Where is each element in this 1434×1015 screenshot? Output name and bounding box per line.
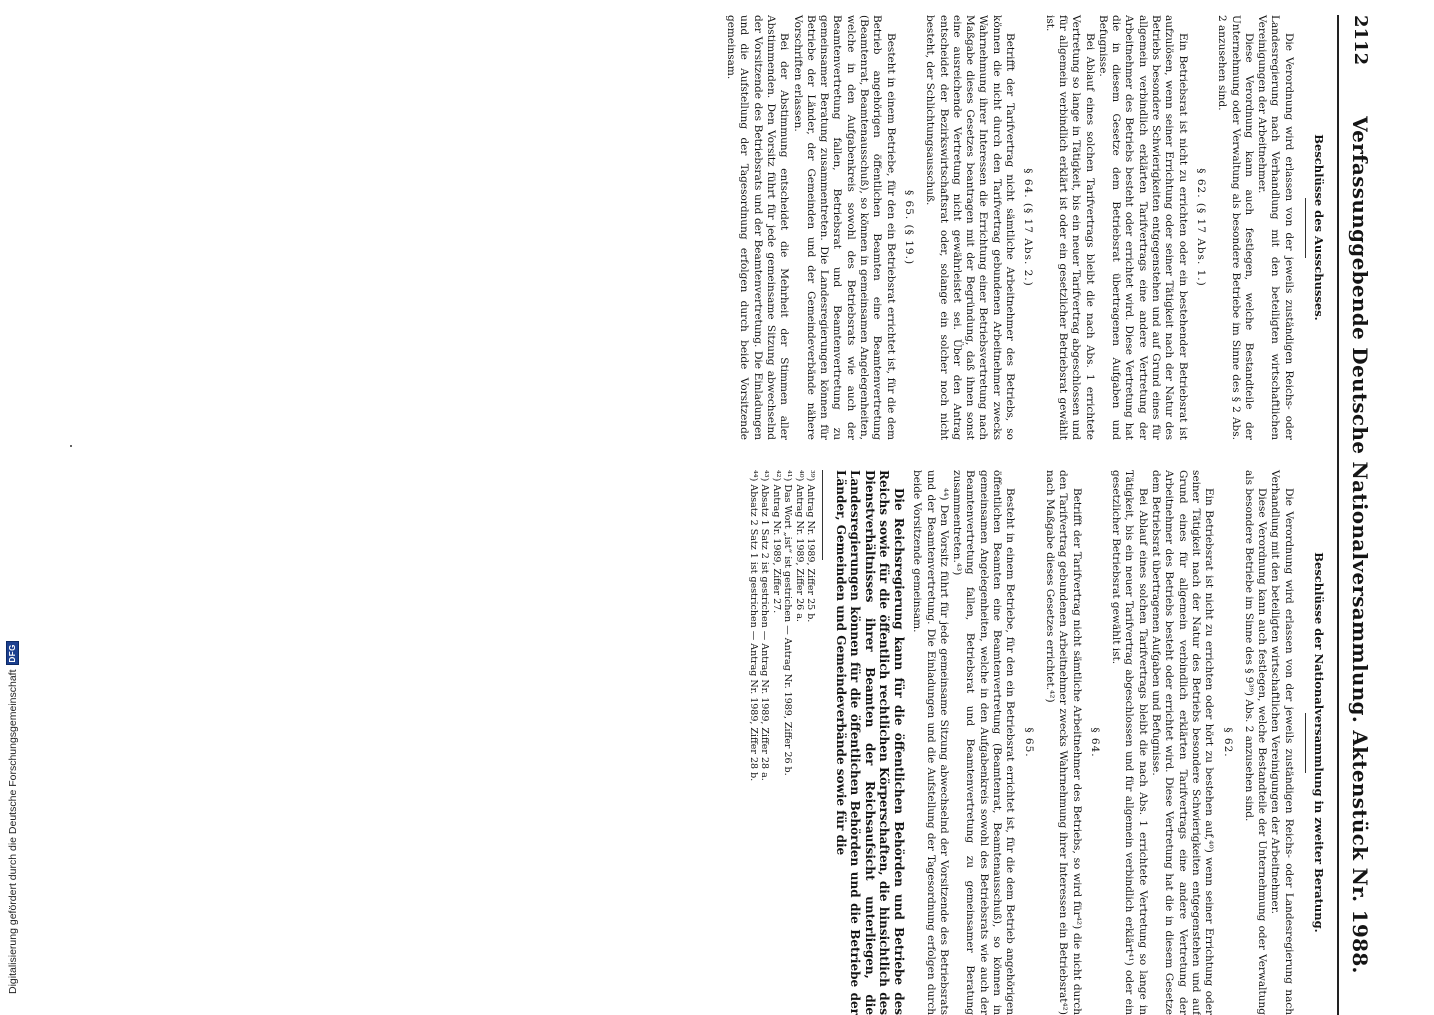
paragraph: Besteht in einem Betriebe, für den ein Betriebsrat errichtet ist, für die dem Betrieb angehörigen öffentlichen Beamten eine Beamtenvertretung (Beamtenrat, Beamtenausschuß), so können in gemeinsamen Angelegenheiten, welche in den Aufgabenkreis sowohl des Betriebsrats wie auch der Beamtenvertretung fallen, Betriebsrat und Beamtenvertretung zu gemeinsamer Beratung zusammentreten. Die Landesregierungen können für Betriebe der Länder, der Gemeinden und der Gemeindeverbände nähere Vorschriften erlassen. <box>791 15 897 440</box>
document-page <box>375 15 1375 1015</box>
paragraph: Ein Betriebsrat ist nicht zu errichten oder ein bestehender Betriebsrat ist aufzulösen, wenn seiner Errichtung oder seiner Tätigkeit nach der Natur des Betriebs besondere Schwierigkeiten entgegenstehen und auf Grund eines für allgemein verbindlich erklärten Tarifvertrags eine andere Vertretung der Arbeitnehmer des Betriebs besteht oder errichtet wird. Diese Vertretung hat die in diesem Gesetze dem Betriebsrat übertragenen Aufgaben und Befugnisse. <box>1096 15 1189 440</box>
footnote: ⁴⁴) Absatz 2 Satz 1 ist gestrichen — Antrag Nr. 1989, Ziffer 28 b. <box>747 470 759 782</box>
footnote: ⁴⁰) Antrag Nr. 1989, Ziffer 26 a. <box>793 470 805 622</box>
digitization-text: Digitalisierung gefördert durch die Deutsche Forschungsgemeinschaft <box>6 669 19 994</box>
paragraph: Bei Ablauf eines solchen Tarifvertrags bleibt die nach Abs. 1 errichtete Vertretung so lange in Tätigkeit, bis ein neuer Tarifvertrag abgeschlossen und für allgemein verbindlich erklärt⁴¹) oder ein gesetzlicher Betriebsrat gewählt ist. <box>1110 470 1149 1015</box>
footnote-rule <box>822 470 823 560</box>
paragraph: ⁴⁴) Den Vorsitz führt für jede gemeinsame Sitzung abwechselnd der Vorsitzende des Betriebsrats und der Beamtenvertretung. Die Einladungen und die Aufstellung der Tagesordnung erfolgen durch beide Vorsitzende gemeinsam. <box>911 470 950 1015</box>
bold-paragraph: Die Reichsregierung kann für die öffentlichen Behörden und Betriebe des Reichs sowie für die öffentlich rechtlichen Körperschaften, die hinsichtlich des Dienstverhältnisses ihrer Beamten der Reichsaufsicht unterliegen, die Landesregierungen können für die öffentlichen Behörden und die Betriebe der Länder, Gemeinden und Gemeindeverbände sowie für die <box>833 470 906 1015</box>
paragraph: Besteht in einem Betriebe, für den ein Betriebsrat errichtet ist, für die dem Betrieb angehörigen öffentlichen Beamten eine Beamtenvertretung (Beamtenrat, Beamtenausschuß), so können in gemeinsamen Angelegenheiten, welche in den Aufgabenkreis sowohl des Betriebsrats wie auch der Beamtenvertretung fallen, Betriebsrat und Beamtenvertretung zu gemeinsamer Beratung zusammentreten.⁴³) <box>951 470 1017 1015</box>
scan-speck <box>70 445 72 447</box>
section-title-62: § 62. <box>1221 727 1234 758</box>
paragraph: Bei der Abstimmung entscheidet die Mehrheit der Stimmen aller Abstimmenden. Den Vorsitz führt für jede gemeinsame Sitzung abwechselnd der Vorsitzende des Betriebsrats und der Beamtenvertretung. Die Einladungen und die Aufstellung der Tagesordnung erfolgen durch beide Vorsitzende gemeinsam. <box>725 15 791 440</box>
page-header <box>1335 15 1375 1015</box>
header-rule <box>1337 15 1339 1015</box>
paragraph: Ein Betriebsrat ist nicht zu errichten oder hört zu bestehen auf,⁴⁰) wenn seiner Errichtung oder seiner Tätigkeit nach der Natur des Betriebs besondere Schwierigkeiten entgegenstehen und auf Grund eines für allgemein verbindlich erklärten Tarifvertrags eine andere Vertretung der Arbeitnehmer des Betriebs besteht oder errichtet wird. Diese Vertretung hat die in diesem Gesetze dem Betriebsrat übertragenen Aufgaben und Befugnisse. <box>1150 470 1216 1015</box>
left-column-heading: Beschlüsse des Ausschusses. <box>1312 134 1326 321</box>
footnote: ⁴¹) Das Wort „ist“ ist gestrichen — Antrag Nr. 1989, Ziffer 26 b. <box>782 470 794 776</box>
left-column-committee <box>375 15 1327 440</box>
heading-rule <box>1305 713 1306 773</box>
right-column-heading: Beschlüsse der Nationalversammlung in zweiter Beratung. <box>1312 552 1326 933</box>
paragraph: Diese Verordnung kann auch festlegen, welche Bestandteile der Unternehmung oder Verwaltung als besondere Betriebe im Sinne des § 2 Abs. 2 anzusehen sind. <box>1216 15 1255 440</box>
section-title-64: § 64. (§ 17 Abs. 2.) <box>1022 168 1035 287</box>
paragraph: Betrifft der Tarifvertrag nicht sämtliche Arbeitnehmer des Betriebs, so können die nicht durch den Tarifvertrag gebundenen Arbeitnehmer zwecks Wahrnehmung ihrer Interessen die Errichtung einer Betriebsvertretung nach Maßgabe dieses Gesetzes beantragen mit der Begründung, daß ihnen sonst eine ausreichende Vertretung nicht gewährleistet sei. Über den Antrag entscheidet der Bezirkswirtschaftsrat oder, solange ein solcher noch nicht besteht, der Schlichtungsausschuß. <box>924 15 1017 440</box>
footnote: ⁴³) Absatz 1 Satz 2 ist gestrichen — Antrag Nr. 1989, Ziffer 28 a. <box>759 470 771 781</box>
paragraph: Diese Verordnung kann auch festlegen, welche Bestandteile der Unternehmung oder Verwaltung als besondere Betriebe im Sinne des § 9³⁹) Abs. 2 anzusehen sind. <box>1242 470 1269 1015</box>
section-title-65: § 65. (§ 19.) <box>902 189 915 266</box>
section-title-64: § 64. <box>1088 727 1101 758</box>
paragraph: Bei Ablauf eines solchen Tarifvertrags bleibt die nach Abs. 1 errichtete Vertretung so lange in Tätigkeit, bis ein neuer Tarifvertrag abgeschlossen und für allgemein verbindlich erklärt ist oder ein gesetzlicher Betriebsrat gewählt ist. <box>1043 15 1096 440</box>
section-title-65: § 65. <box>1022 727 1035 758</box>
paragraph: Die Verordnung wird erlassen von der jeweils zuständigen Reichs- oder Landesregierung nach Verhandlung mit den beteiligten wirtschaftlichen Vereinigungen der Arbeitnehmer. <box>1269 470 1295 1015</box>
paragraph: Die Verordnung wird erlassen von der jeweils zuständigen Reichs- oder Landesregierung nach Verhandlung mit den beteiligten wirtschaftlichen Vereinigungen der Arbeitnehmer. <box>1256 15 1295 440</box>
footnote: ⁴²) Antrag Nr. 1989, Ziffer 27. <box>770 470 782 614</box>
digitization-note <box>6 641 19 994</box>
paragraph: Betrifft der Tarifvertrag nicht sämtliche Arbeitnehmer des Betriebs, so wird für⁴²) die nicht durch den Tarifvertrag gebundenen Arbeitnehmer zwecks Wahrnehmung ihrer Interessen ein Betriebsrat⁴²) nach Maßgabe dieses Gesetzes errichtet.⁴²) <box>1043 470 1083 1015</box>
dfg-logo-icon: DFG <box>6 641 19 665</box>
footnote: ³⁹) Antrag Nr. 1989, Ziffer 25 b. <box>805 470 817 623</box>
page-title: Verfassunggebende Deutsche Nationalversammlung. Aktenstück Nr. 1988. <box>1348 116 1372 974</box>
section-title-62: § 62. (§ 17 Abs. 1.) <box>1194 168 1207 287</box>
page-number: 2112 <box>1350 15 1371 66</box>
heading-rule <box>1305 198 1306 258</box>
right-column-second-reading <box>375 470 1327 1015</box>
